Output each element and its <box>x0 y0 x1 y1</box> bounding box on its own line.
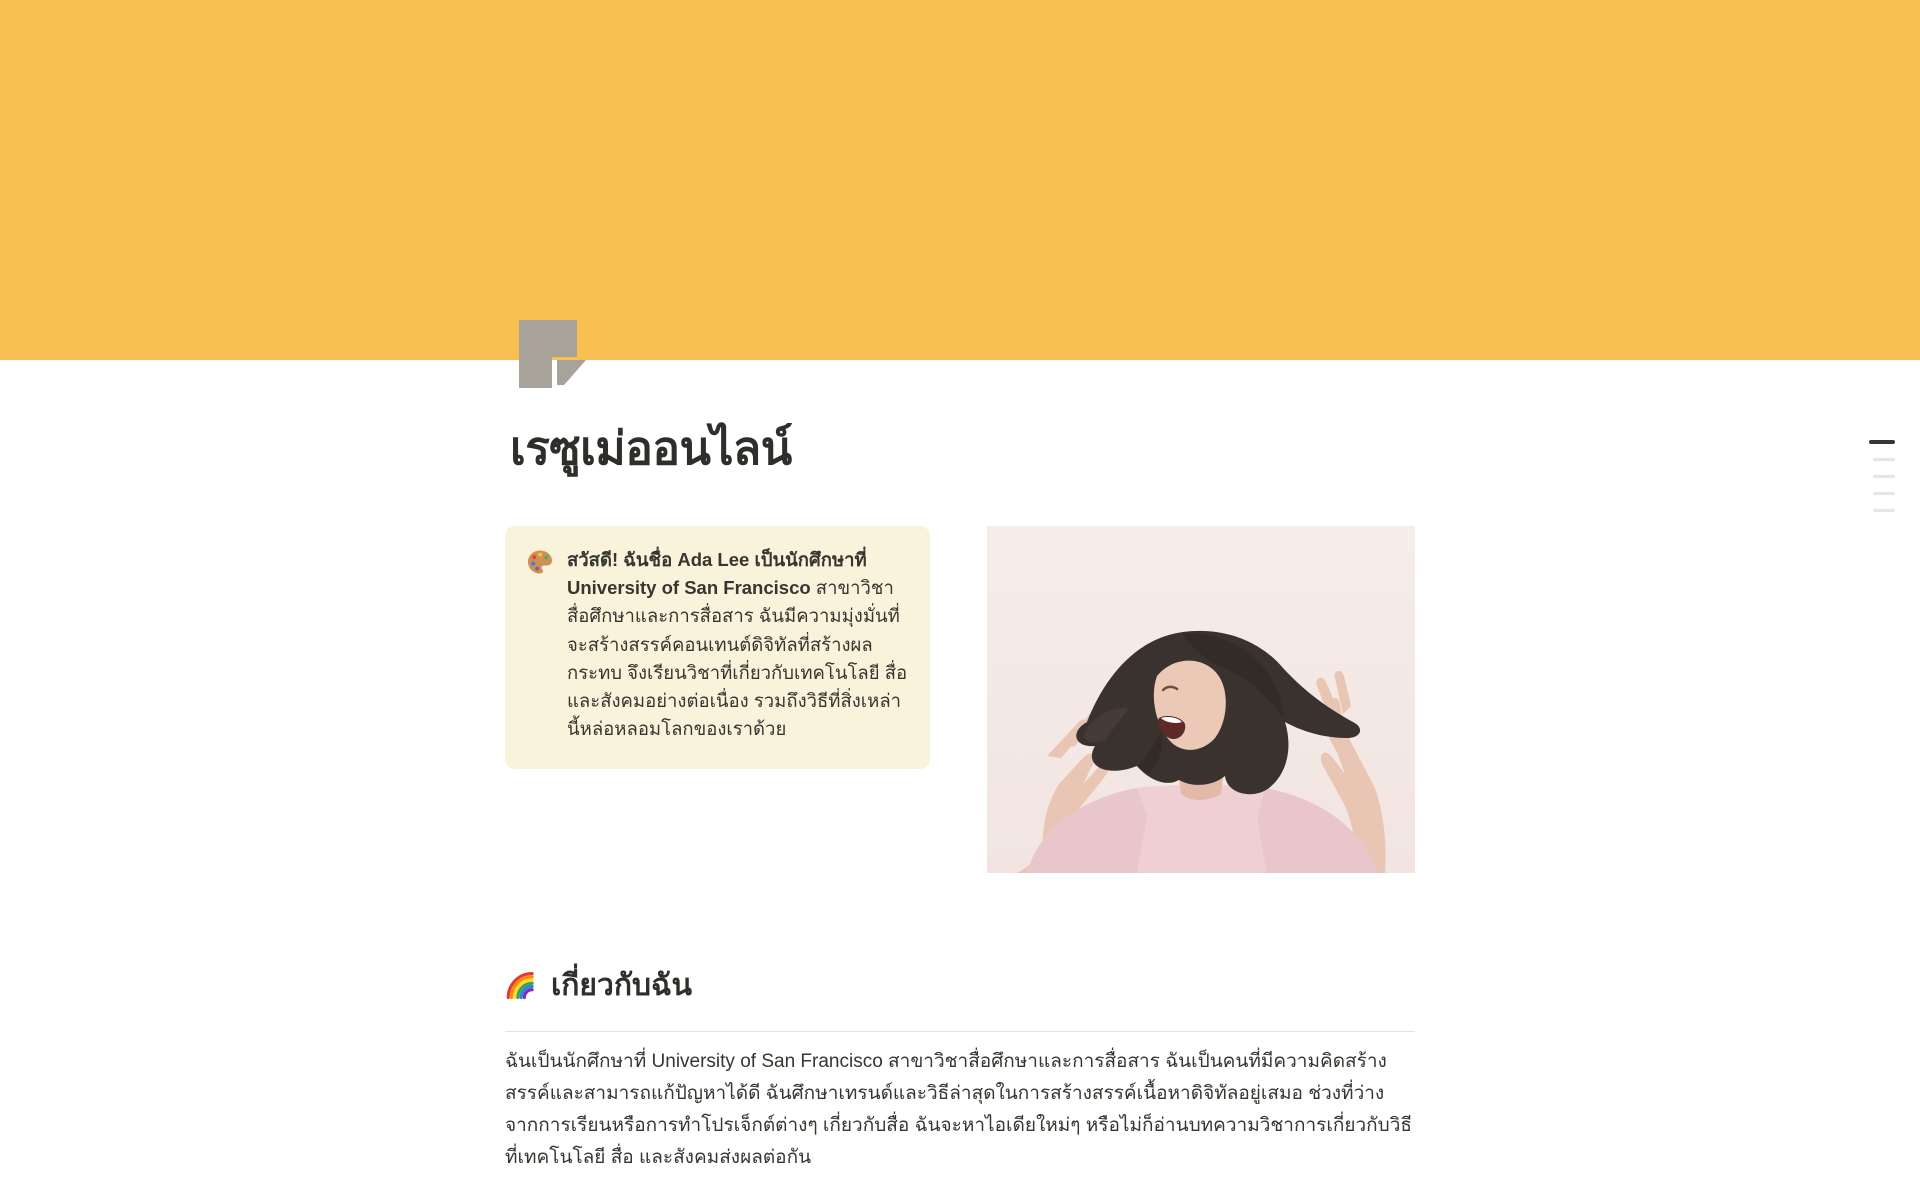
photo-laughing-woman[interactable] <box>987 526 1415 873</box>
callout-regular-text: สาขา​วิชา​สื่อ​ศึกษา​และ​การ​สื่อสาร ฉัน​มี​ความ​มุ่ง​มั่น​ที่​จะ​สร้าง​สรรค์​คอน​เทนต์​ดิจิทัล​ที่​สร้าง​ผล​กระทบ จึง​เรียน​วิชา​ที่​เกี่ยว​กับ​เทคโนโลยี สื่อ และ​สังคม​อย่าง​ต่อ​เนื่อง รวม​ถึง​วิธี​ที่​สิ่ง​เหล่า​นี้​หล่อ​หลอม​โลก​ของ​เรา​ด้วย <box>567 577 908 739</box>
heading-divider <box>505 1031 1415 1032</box>
two-column-layout <box>505 526 1415 873</box>
callout-bold-text: สวัสดี! ฉันชื่อ Ada Lee เป็น​นัก​ศึกษา​ที่ University of San Francisco <box>567 549 867 599</box>
page-title[interactable]: เรซูเม่ออนไลน์ <box>510 422 792 474</box>
about-body-text[interactable]: ฉัน​เป็น​นัก​ศึกษา​ที่ University of San Francisco สาขา​วิชา​สื่อ​ศึกษา​และ​การ​สื่อสาร ฉัน​เป็น​คน​ที่​มี​ความ​คิด​สร้าง​สรรค์​และ​สามารถ​แก้​ปัญหา​ได้​ดี ฉัน​ศึกษา​เทรนด์​และ​วิธี​ล่า​สุด​ใน​การ​สร้าง​สรรค์​เนื้อ​หา​ดิจิทัล​อยู่​เสมอ ช่วง​ที่​ว่าง​จาก​การ​เรียน​หรือ​การ​ทำ​โปร​เจ็กต์​ต่างๆ เกี่ยว​กับ​สื่อ ฉัน​จะ​หา​ไอ​เดีย​ใหม่ๆ หรือ​ไม่​ก็​อ่าน​บท​ความ​วิชา​การ​เกี่ยว​กับ​วิธี​ที่​เทคโนโลยี สื่อ และ​สังคม​ส่ง​ผล​ต่อ​กัน <box>505 1051 1412 1168</box>
rainbow-icon <box>505 969 539 1003</box>
outline-item[interactable] <box>1873 458 1895 461</box>
about-section <box>505 962 1415 1174</box>
outline-item[interactable] <box>1873 509 1895 512</box>
page-content <box>505 0 1415 1174</box>
outline-item[interactable] <box>1873 475 1895 478</box>
outline-widget[interactable] <box>1869 440 1895 512</box>
artist-palette-icon <box>527 549 553 575</box>
left-column <box>505 526 930 769</box>
outline-item[interactable] <box>1873 492 1895 495</box>
right-column <box>987 526 1415 873</box>
folded-corner-logo-icon <box>519 320 589 390</box>
callout-text <box>567 546 908 743</box>
callout-block <box>505 526 930 769</box>
page-icon[interactable] <box>519 320 589 390</box>
about-heading[interactable] <box>505 962 1415 1009</box>
about-heading-text: เกี่ยวกับฉัน <box>551 969 692 1003</box>
outline-item[interactable] <box>1869 440 1895 444</box>
